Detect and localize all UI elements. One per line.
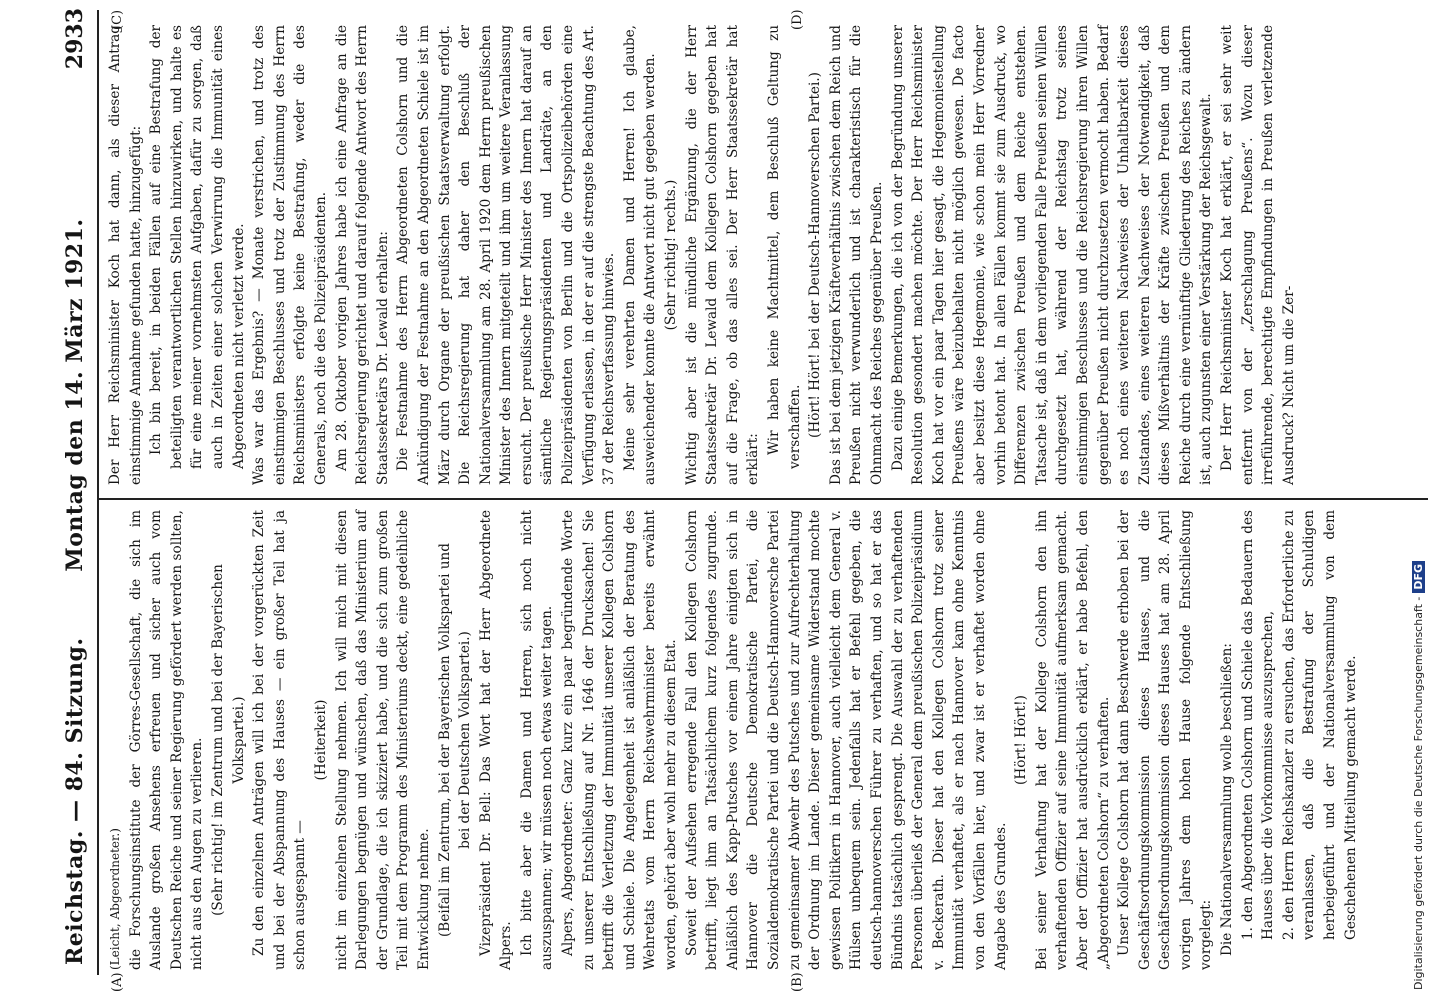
paragraph: Der Herr Reichsminister Koch hat erklärt, er sei sehr weit entfernt von der „Zerschlagung Preußens“. Wozu dieser irreführende, berechtigte Empfindungen in Preußen verletzende Ausdruck? Nicht um die Zer- — [1219, 25, 1297, 485]
interjection: (Beifall im Zentrum, bei der Bayerischen Volkspartei und bei der Deutschen Volkspartei.) — [436, 543, 474, 938]
speaker-tag: (Leicht, Abgeordneter.) — [108, 828, 122, 970]
header-left: Reichstag. — 84. Sitzung. — [62, 637, 88, 965]
speaker-paragraph: Alpers, Abgeordneter: Ganz kurz ein paar begründende Worte zu unserer Entschließung auf Nr. 1646 der Drucksachen! Sie betrifft die Verletzung der Immunität unserer Kollegen Colshorn und Schiele. Die Angelegenheit ist anläßlich der Beratung des Wehretats vom Herrn Reichswehrminister bereits erwähnt worden, gehört aber wohl mehr zu diesem Etat. — [560, 510, 680, 970]
margin-letter-a: (A) — [110, 972, 125, 992]
interjection: (Heiterkeit) — [312, 699, 329, 781]
paragraph: Am 28. Oktober vorigen Jahres habe ich eine Anfrage an die Reichsregierung gerichtet und darauf folgende Antwort des Herrn Staatssekretärs Dr. Lewald erhalten: — [333, 25, 391, 485]
paragraph: Ich bitte aber die Damen und Herren, sich noch nicht auszuspannen; wir müssen noch etwas weiter tagen. — [518, 510, 556, 970]
paragraph: Meine sehr verehrten Damen und Herren! Ich glaube, ausweichender konnte die Antwort nicht gut gegeben werden. — [621, 25, 659, 485]
left-column — [105, 510, 1361, 970]
page-number: 2933 — [62, 8, 88, 70]
paragraph: die Forschungsinstitute der Görres-Gesellschaft, die sich im Auslande großen Ansehens erfreuen und sicher auch vom Deutschen Reiche und seiner Regierung gefördert werden sollten, nicht aus den Augen zu verlieren. — [127, 510, 206, 970]
paragraph: Dazu einige Bemerkungen, die ich von der Begründung unserer Resolution gesondert machen möchte. Der Herr Reichsminister Koch hat vor ein paar Tagen hier gesagt, die Hegemoniestellung Preußens wäre beizubehalten nicht möglich gewesen. De facto aber besitzt diese Hegemonie, wie schon mein Herr Vorredner vorhin betont hat. In allen Fällen kommt sie zum Ausdruck, wo Differenzen zwischen Preußen und dem Reiche entstehen. Tatsache ist, daß in dem vorliegenden Falle Preußen seinen Willen durchgesetzt hat, während der Reichstag trotz seines einstimmigen Beschlusses und die Reichsregierung ihren Willen gegenüber Preußen nicht durchzusetzen vermocht haben. Bedarf es noch eines weiteren Nachweises der Unhaltbarkeit dieses Zustandes, eines weiteren Nachweises der Notwendigkeit, daß dieses Mißverhältnis der Kräfte zwischen Preußen und dem Reiche durch eine vernünftige Gliederung des Reiches zu ändern ist, auch zugunsten einer Verstärkung der Reichsgewalt. — [889, 25, 1215, 485]
header-date: Montag den 14. März 1921. — [62, 218, 88, 572]
paragraph: Bei seiner Verhaftung hat der Kollege Colshorn den ihn verhaftenden Offizier auf seine Immunität aufmerksam gemacht. Aber der Offizier hat ausdrücklich erklärt, er habe Befehl, den „Abgeordneten Colshorn“ zu verhaften. — [1033, 510, 1112, 970]
paragraph: Das ist bei dem jetzigen Kräfteverhältnis zwischen dem Reich und Preußen nicht verwunderlich und ist charakteristisch für die Ohnmacht des Reiches gegenüber Preußen. — [827, 25, 885, 485]
paragraph: Zu den einzelnen Anträgen will ich bei der vorgerückten Zeit und bei der Abspannung des Hauses — ein großer Teil hat ja schon ausgespannt — — [251, 510, 309, 970]
paragraph: Wichtig aber ist die mündliche Ergänzung, die der Herr Staatssekretär Dr. Lewald dem Kollegen Colshorn gegeben hat auf die Frage, ob das alles sei. Der Herr Staatssekretär hat erklärt: — [683, 25, 762, 485]
quotation: Ich bin bereit, in beiden Fällen auf eine Bestrafung der beteiligten verantwortlichen Stellen hinzuwirken, und halte es für eine meiner vornehmsten Aufgaben, dafür zu sorgen, daß auch in Zeiten einer solchen Verwirrung die Immunität eines Abgeordneten nicht verletzt werde. — [148, 25, 247, 469]
right-column — [105, 25, 1299, 485]
paragraph: nicht im einzelnen Stellung nehmen. Ich will mich mit diesen Darlegungen begnügen und wünschen, daß das Ministerium auf der Grundlage, die ich skizziert habe, und die sich zum großen Teil mit dem Programm des Ministeriums deckt, eine gedeihliche Entwicklung nehme. — [333, 510, 432, 970]
paragraph: Unser Kollege Colshorn hat dann Beschwerde erhoben bei der Geschäftsordnungskommission dieses Hauses, und die Geschäftsordnungskommission dieses Hauses hat am 28. April vorigen Jahres dem hohen Hause folgende Entschließung vorgelegt: — [1116, 510, 1215, 970]
header-rule — [97, 10, 99, 975]
interjection: (Sehr richtig! im Zentrum und bei der Bayerischen Volkspartei.) — [209, 564, 247, 916]
column-divider — [98, 498, 1428, 500]
margin-letter-b: (B) — [790, 972, 805, 992]
quotation: Die Festnahme des Herrn Abgeordneten Colshorn und die Ankündigung der Festnahme an den Abgeordneten Schiele ist im März durch Organe der preußischen Staatsverwaltung erfolgt. Die Reichsregierung hat daher den Beschluß der Nationalversammlung am 28. April 1920 dem Herrn preußischen Minister des Innern mitgeteilt und ihm um weitere Veranlassung ersucht. Der preußische Herr Minister des Innern hat darauf an sämtliche Regierungspräsidenten und Landräte, an den Polizeipräsidenten von Berlin und die Ortspolizeibehörden eine Verfügung erlassen, in der er auf die strengste Beachtung des Art. 37 der Reichsverfassung hinwies. — [395, 25, 618, 485]
list-item: 2. den Herrn Reichskanzler zu ersuchen, das Erforderliche zu veranlassen, daß die Bestrafung der Schuldigen herbeigeführt und der Nationalversammlung von dem Geschehenen Mitteilung gemacht werde. — [1280, 510, 1359, 940]
quotation: Wir haben keine Machtmittel, dem Beschluß Geltung zu verschaffen. — [766, 25, 803, 469]
paragraph: Was war das Ergebnis? — Monate verstrichen, und trotz des einstimmigen Beschlusses und trotz der Zustimmung des Herrn Reichsministers erfolgte keine Bestrafung, weder die des Generals, noch die des Polizeipräsidenten. — [251, 25, 329, 485]
document-page — [50, 0, 1430, 990]
digitization-text: Digitalisierung gefördert durch die Deutsche Forschungsgemeinschaft - — [1412, 596, 1425, 990]
speaker-paragraph: Vizepräsident Dr. Bell: Das Wort hat der Herr Abgeordnete Alpers. — [477, 510, 515, 970]
margin-letter-d: (D) — [790, 9, 805, 30]
margin-letter-c: (C) — [110, 9, 125, 30]
paragraph: Der Herr Reichsminister Koch hat dann, als dieser Antrag einstimmige Annahme gefunden hatte, hinzugefügt: — [107, 25, 144, 485]
interjection: (Sehr richtig! rechts.) — [663, 179, 680, 331]
list-item: 1. den Abgeordneten Colshorn und Schiele das Bedauern des Hauses über die Vorkommnisse auszusprechen, — [1239, 510, 1277, 940]
interjection: (Hört! Hört! bei der Deutsch-Hannoverschen Partei.) — [807, 72, 824, 438]
interjection: (Hört! Hört!) — [1013, 695, 1030, 785]
dfg-logo: DFG — [1412, 561, 1425, 593]
digitization-note — [1412, 10, 1425, 990]
paragraph: Soweit der Aufsehen erregende Fall den Kollegen Colshorn betrifft, liegt ihm an Tatsächlichem kurz folgendes zugrunde. Anläßlich des Kapp-Putsches vor einem Jahre einigten sich in Hannover die Deutsche Demokratische Partei, die Sozialdemokratische Partei und die Deutsch-Hannoversche Partei zu gemeinsamer Abwehr des Putsches und zur Aufrechterhaltung der Ordnung im Lande. Dieser gemeinsame Widerstand mochte gewissen Politikern in Hannover, auch vielleicht dem General v. Hülsen unbequem sein. Jedenfalls hat er Befehl gegeben, die deutsch-hannoverschen Führer zu verhaften, und so hat er das Bündnis tatsächlich gesprengt. Die Auswahl der zu verhaftenden Personen überließ der General dem preußischen Polizeipräsidium v. Beckerath. Dieser hat den Kollegen Colshorn trotz seiner Immunität verhaftet, als er nach Hannover kam ohne Kenntnis von den Vorfällen hier, und zwar ist er verhaftet worden ohne Angabe des Grundes. — [683, 510, 1009, 970]
page-header — [50, 0, 100, 990]
paragraph: Die Nationalversammlung wolle beschließen: — [1219, 643, 1236, 956]
